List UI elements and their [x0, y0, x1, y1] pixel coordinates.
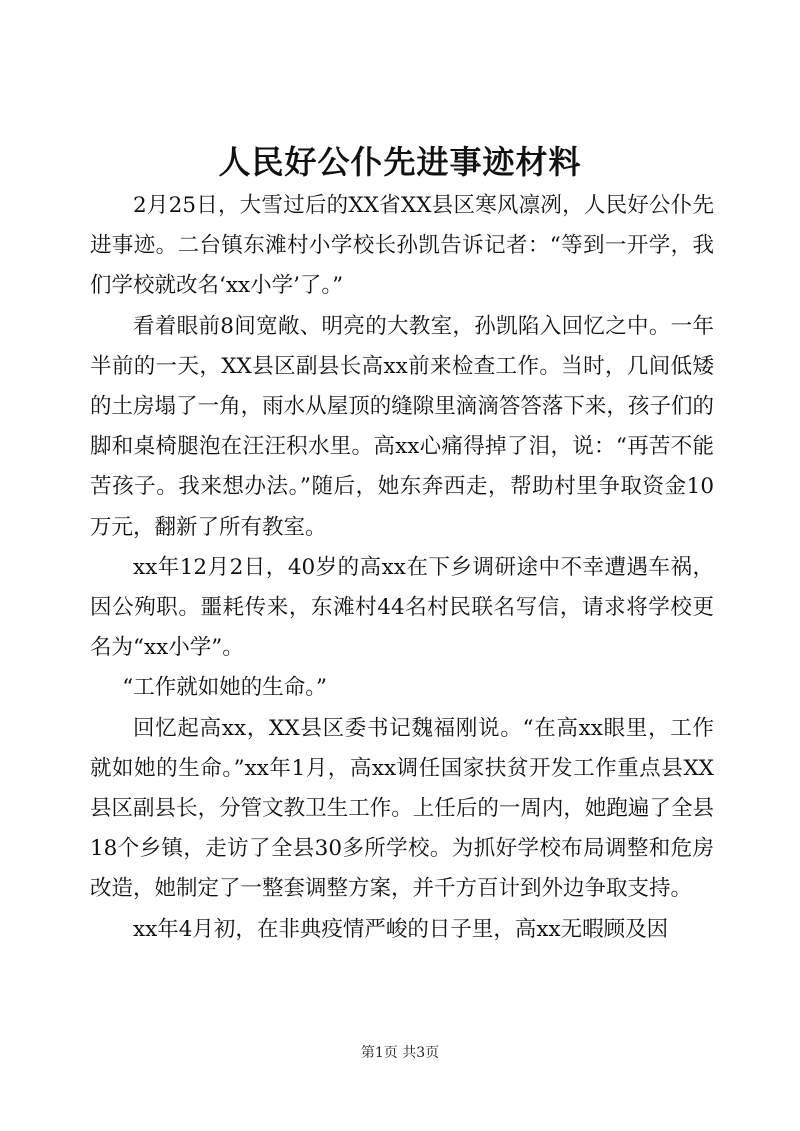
paragraph: 回忆起高xx，XX县区委书记魏福刚说。“在高xx眼里，工作就如她的生命。”xx年1月，高xx调任国家扶贫开发工作重点县XX县区副县长，分管文教卫生工作。上任后的一周内，她跑遍了全县18个乡镇，走访了全县30多所学校。为抓好学校布局调整和危房改造，她制定了一整套调整方案，并千方百计到外边争取支持。: [90, 715, 714, 902]
quote-paragraph: “工作就如她的生命。”: [122, 675, 327, 701]
paragraph: xx年4月初，在非典疫情严峻的日子里，高xx无暇顾及因: [133, 916, 669, 942]
page-number-footer: 第1页 共3页: [360, 1045, 440, 1061]
paragraph: 看着眼前8间宽敞、明亮的大教室，孙凯陷入回忆之中。一年半前的一天，XX县区副县长高xx前来检查工作。当时，几间低矮的土房塌了一角，雨水从屋顶的缝隙里滴滴答答落下来，孩子们的脚和桌椅腿泡在汪汪积水里。高xx心痛得掉了泪，说：“再苦不能苦孩子。我来想办法。”随后，她东奔西走，帮助村里争取资金10万元，翻新了所有教室。: [90, 313, 714, 540]
paragraph: 2月25日，大雪过后的XX省XX县区寒风凛冽，人民好公仆先进事迹。二台镇东滩村小学校长孙凯告诉记者：“等到一开学，我们学校就改名‘xx小学’了。”: [90, 193, 714, 299]
document-body: [90, 186, 714, 950]
paragraph: xx年12月2日，40岁的高xx在下乡调研途中不幸遭遇车祸，因公殉职。噩耗传来，东滩村44名村民联名写信，请求将学校更名为“xx小学”。: [90, 554, 714, 661]
document-title: 人民好公仆先进事迹材料: [218, 143, 582, 181]
